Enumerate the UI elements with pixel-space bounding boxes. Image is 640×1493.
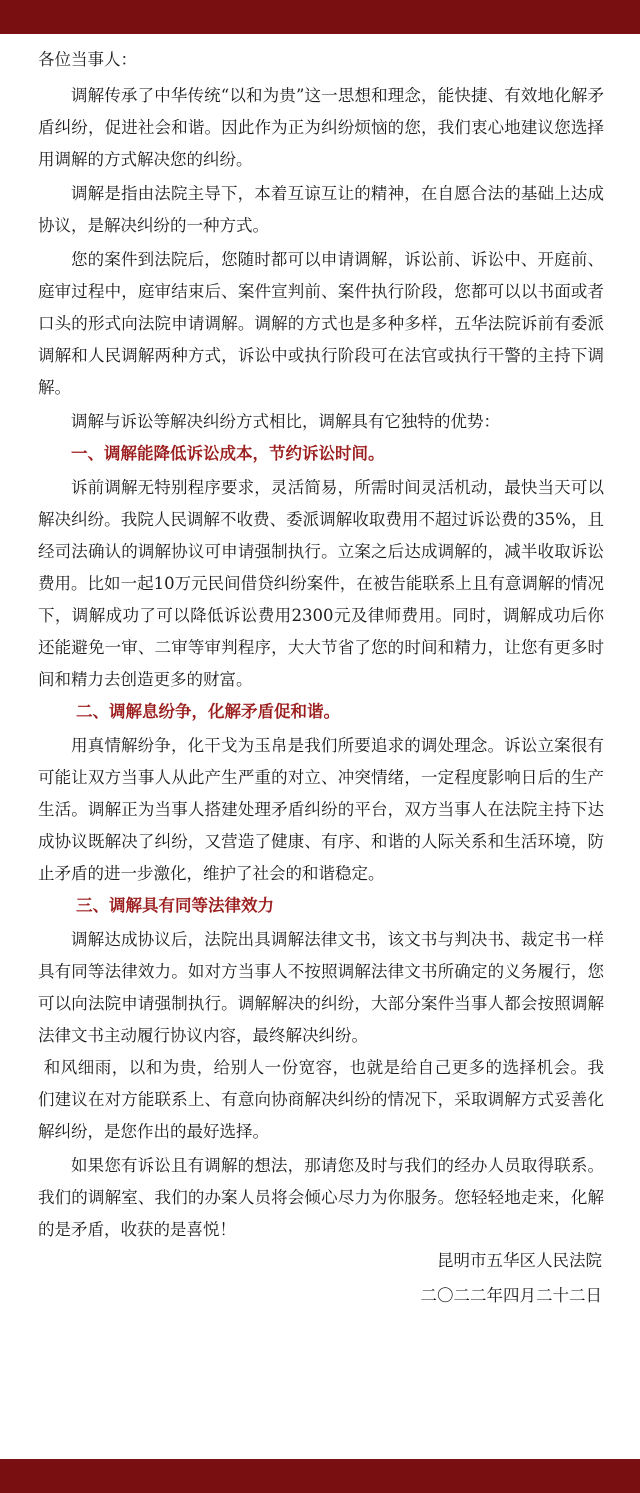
letter-body bbox=[38, 50, 604, 1246]
paragraph-harmony: 用真情解纷争，化干戈为玉帛是我们所要追求的调处理念。诉讼立案很有可能让双方当事人从此产生严重的对立、冲突情绪，一定程度影响日后的生产生活。调解正为当事人搭建处理矛盾纠纷的平台，双方当事人在法院主持下达成协议既解决了纠纷，又营造了健康、有序、和谐的人际关系和生活环境，防止矛盾的进一步激化，维护了社会的和谐稳定。 bbox=[38, 736, 604, 883]
paragraph-timing: 您的案件到法院后，您随时都可以申请调解，诉讼前、诉讼中、开庭前、庭审过程中，庭审结束后、案件宣判前、案件执行阶段，您都可以以书面或者口头的形式向法院申请调解。调解的方式也是多种多样，五华法院诉前有委派调解和人民调解两种方式，诉讼中或执行阶段可在法官或执行干警的主持下调解。 bbox=[38, 250, 604, 397]
signature-block bbox=[421, 1243, 603, 1313]
top-banner bbox=[0, 0, 640, 34]
paragraph-contact: 如果您有诉讼且有调解的想法，那请您及时与我们的经办人员取得联系。我们的调解室、我们的办案人员将会倾心尽力为你服务。您轻轻地走来，化解的是矛盾，收获的是喜悦！ bbox=[38, 1156, 604, 1239]
heading-cost: 一、调解能降低诉讼成本，节约诉讼时间。 bbox=[71, 444, 385, 463]
heading-harmony: 二、调解息纷争，化解矛盾促和谐。 bbox=[75, 702, 340, 721]
paragraph-advantages: 调解与诉讼等解决纠纷方式相比，调解具有它独特的优势： bbox=[71, 412, 500, 431]
paragraph-tolerance: 和风细雨，以和为贵，给别人一份宽容，也就是给自己更多的选择机会。我们建议在对方能联系上、有意向协商解决纠纷的情况下，采取调解方式妥善化解纠纷，是您作出的最好选择。 bbox=[38, 1058, 604, 1141]
signature-org: 昆明市五华区人民法院 bbox=[437, 1251, 602, 1270]
bottom-banner bbox=[0, 1459, 640, 1493]
heading-legal-effect: 三、调解具有同等法律效力 bbox=[75, 896, 274, 915]
salutation: 各位当事人： bbox=[38, 50, 137, 69]
paragraph-cost: 诉前调解无特别程序要求，灵活简易，所需时间灵活机动，最快当天可以解决纠纷。我院人民调解不收费、委派调解收取费用不超过诉讼费的35%，且经司法确认的调解协议可申请强制执行。立案之后达成调解的，减半收取诉讼费用。比如一起10万元民间借贷纠纷案件，在被告能联系上且有意调解的情况下，调解成功了可以降低诉讼费用2300元及律师费用。同时，调解成功后你还能避免一审、二审等审判程序，大大节省了您的时间和精力，让您有更多时间和精力去创造更多的财富。 bbox=[38, 478, 604, 689]
paragraph-legal-effect: 调解达成协议后，法院出具调解法律文书，该文书与判决书、裁定书一样具有同等法律效力。如对方当事人不按照调解法律文书所确定的义务履行，您可以向法院申请强制执行。调解解决的纠纷，大部分案件当事人都会按照调解法律文书主动履行协议内容，最终解决纠纷。 bbox=[38, 930, 604, 1045]
paragraph-definition: 调解是指由法院主导下，本着互谅互让的精神，在自愿合法的基础上达成协议，是解决纠纷的一种方式。 bbox=[38, 184, 604, 235]
paragraph-intro: 调解传承了中华传统“以和为贵”这一思想和理念，能快捷、有效地化解矛盾纠纷，促进社会和谐。因此作为正为纠纷烦恼的您，我们衷心地建议您选择用调解的方式解决您的纠纷。 bbox=[38, 86, 604, 169]
signature-date: 二〇二二年四月二十二日 bbox=[420, 1286, 602, 1305]
